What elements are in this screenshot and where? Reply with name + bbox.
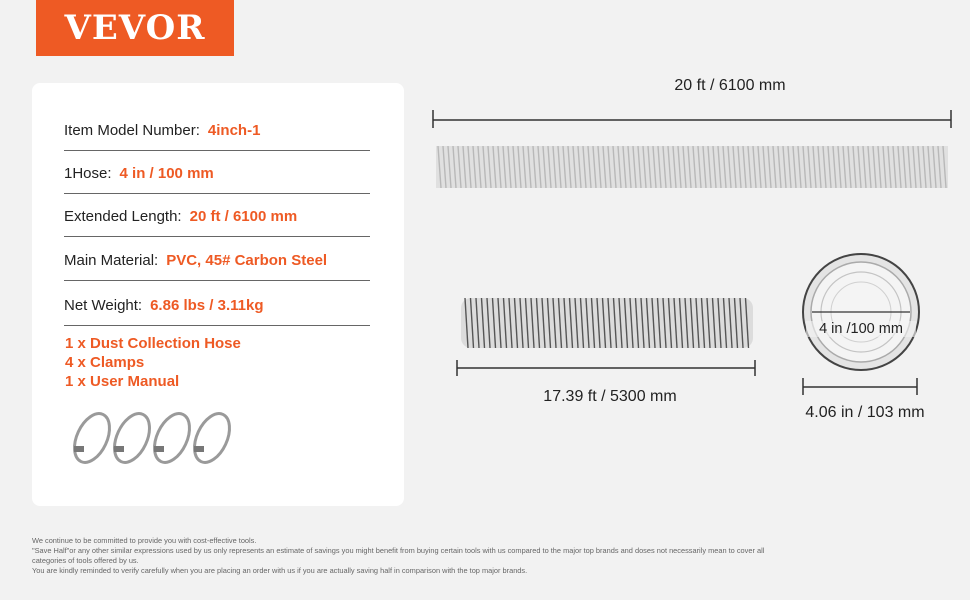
inner-diameter-label: 4 in /100 mm: [806, 321, 916, 337]
spec-row-model: [64, 110, 370, 151]
spec-label: 1Hose:: [64, 164, 112, 182]
compressed-length-label: 17.39 ft / 5300 mm: [543, 388, 677, 405]
spec-row-hose: [64, 153, 370, 194]
logo-text: VEVOR: [64, 8, 206, 48]
footer-line: We continue to be committed to provide you with cost-effective tools.: [32, 536, 257, 545]
footer-line: You are kindly reminded to verify carefully when you are placing an order with us if you are actually saving half in comparison with the top major brands.: [32, 566, 528, 575]
spec-label: Extended Length:: [64, 207, 182, 225]
footer-line: "Save Half"or any other similar expressions used by us only represents an estimate of savings you might benefit from buying certain tools with us compared to the major top brands and doses not necessarily mean to cover all: [32, 546, 765, 555]
spec-row-material: [64, 240, 370, 281]
spec-value: 4inch-1: [207, 121, 261, 139]
outer-diameter-label: 4.06 in / 103 mm: [805, 404, 925, 421]
content-item: 4 x Clamps: [65, 354, 145, 371]
package-contents: [65, 334, 241, 391]
extended-length-label: 20 ft / 6100 mm: [674, 77, 786, 94]
spec-value: 6.86 lbs / 3.11kg: [150, 296, 264, 314]
vevor-logo: [36, 0, 234, 56]
spec-label: Item Model Number:: [64, 121, 200, 139]
content-item: 1 x User Manual: [65, 373, 180, 390]
spec-value: 20 ft / 6100 mm: [189, 207, 298, 225]
footer-disclaimer: [32, 536, 932, 576]
content-item: 1 x Dust Collection Hose: [65, 335, 241, 352]
clamps-image: [68, 408, 238, 468]
compressed-hose-image: [455, 294, 760, 384]
spec-value: 4 in / 100 mm: [119, 164, 214, 182]
extended-hose-image: [430, 108, 955, 198]
spec-label: Net Weight:: [64, 296, 143, 314]
spec-value: PVC, 45# Carbon Steel: [166, 251, 328, 269]
spec-row-weight: [64, 285, 370, 326]
spec-card: [32, 83, 404, 506]
footer-line: categories of tools offered by us.: [32, 556, 139, 565]
spec-row-length: [64, 196, 370, 237]
spec-label: Main Material:: [64, 251, 159, 269]
